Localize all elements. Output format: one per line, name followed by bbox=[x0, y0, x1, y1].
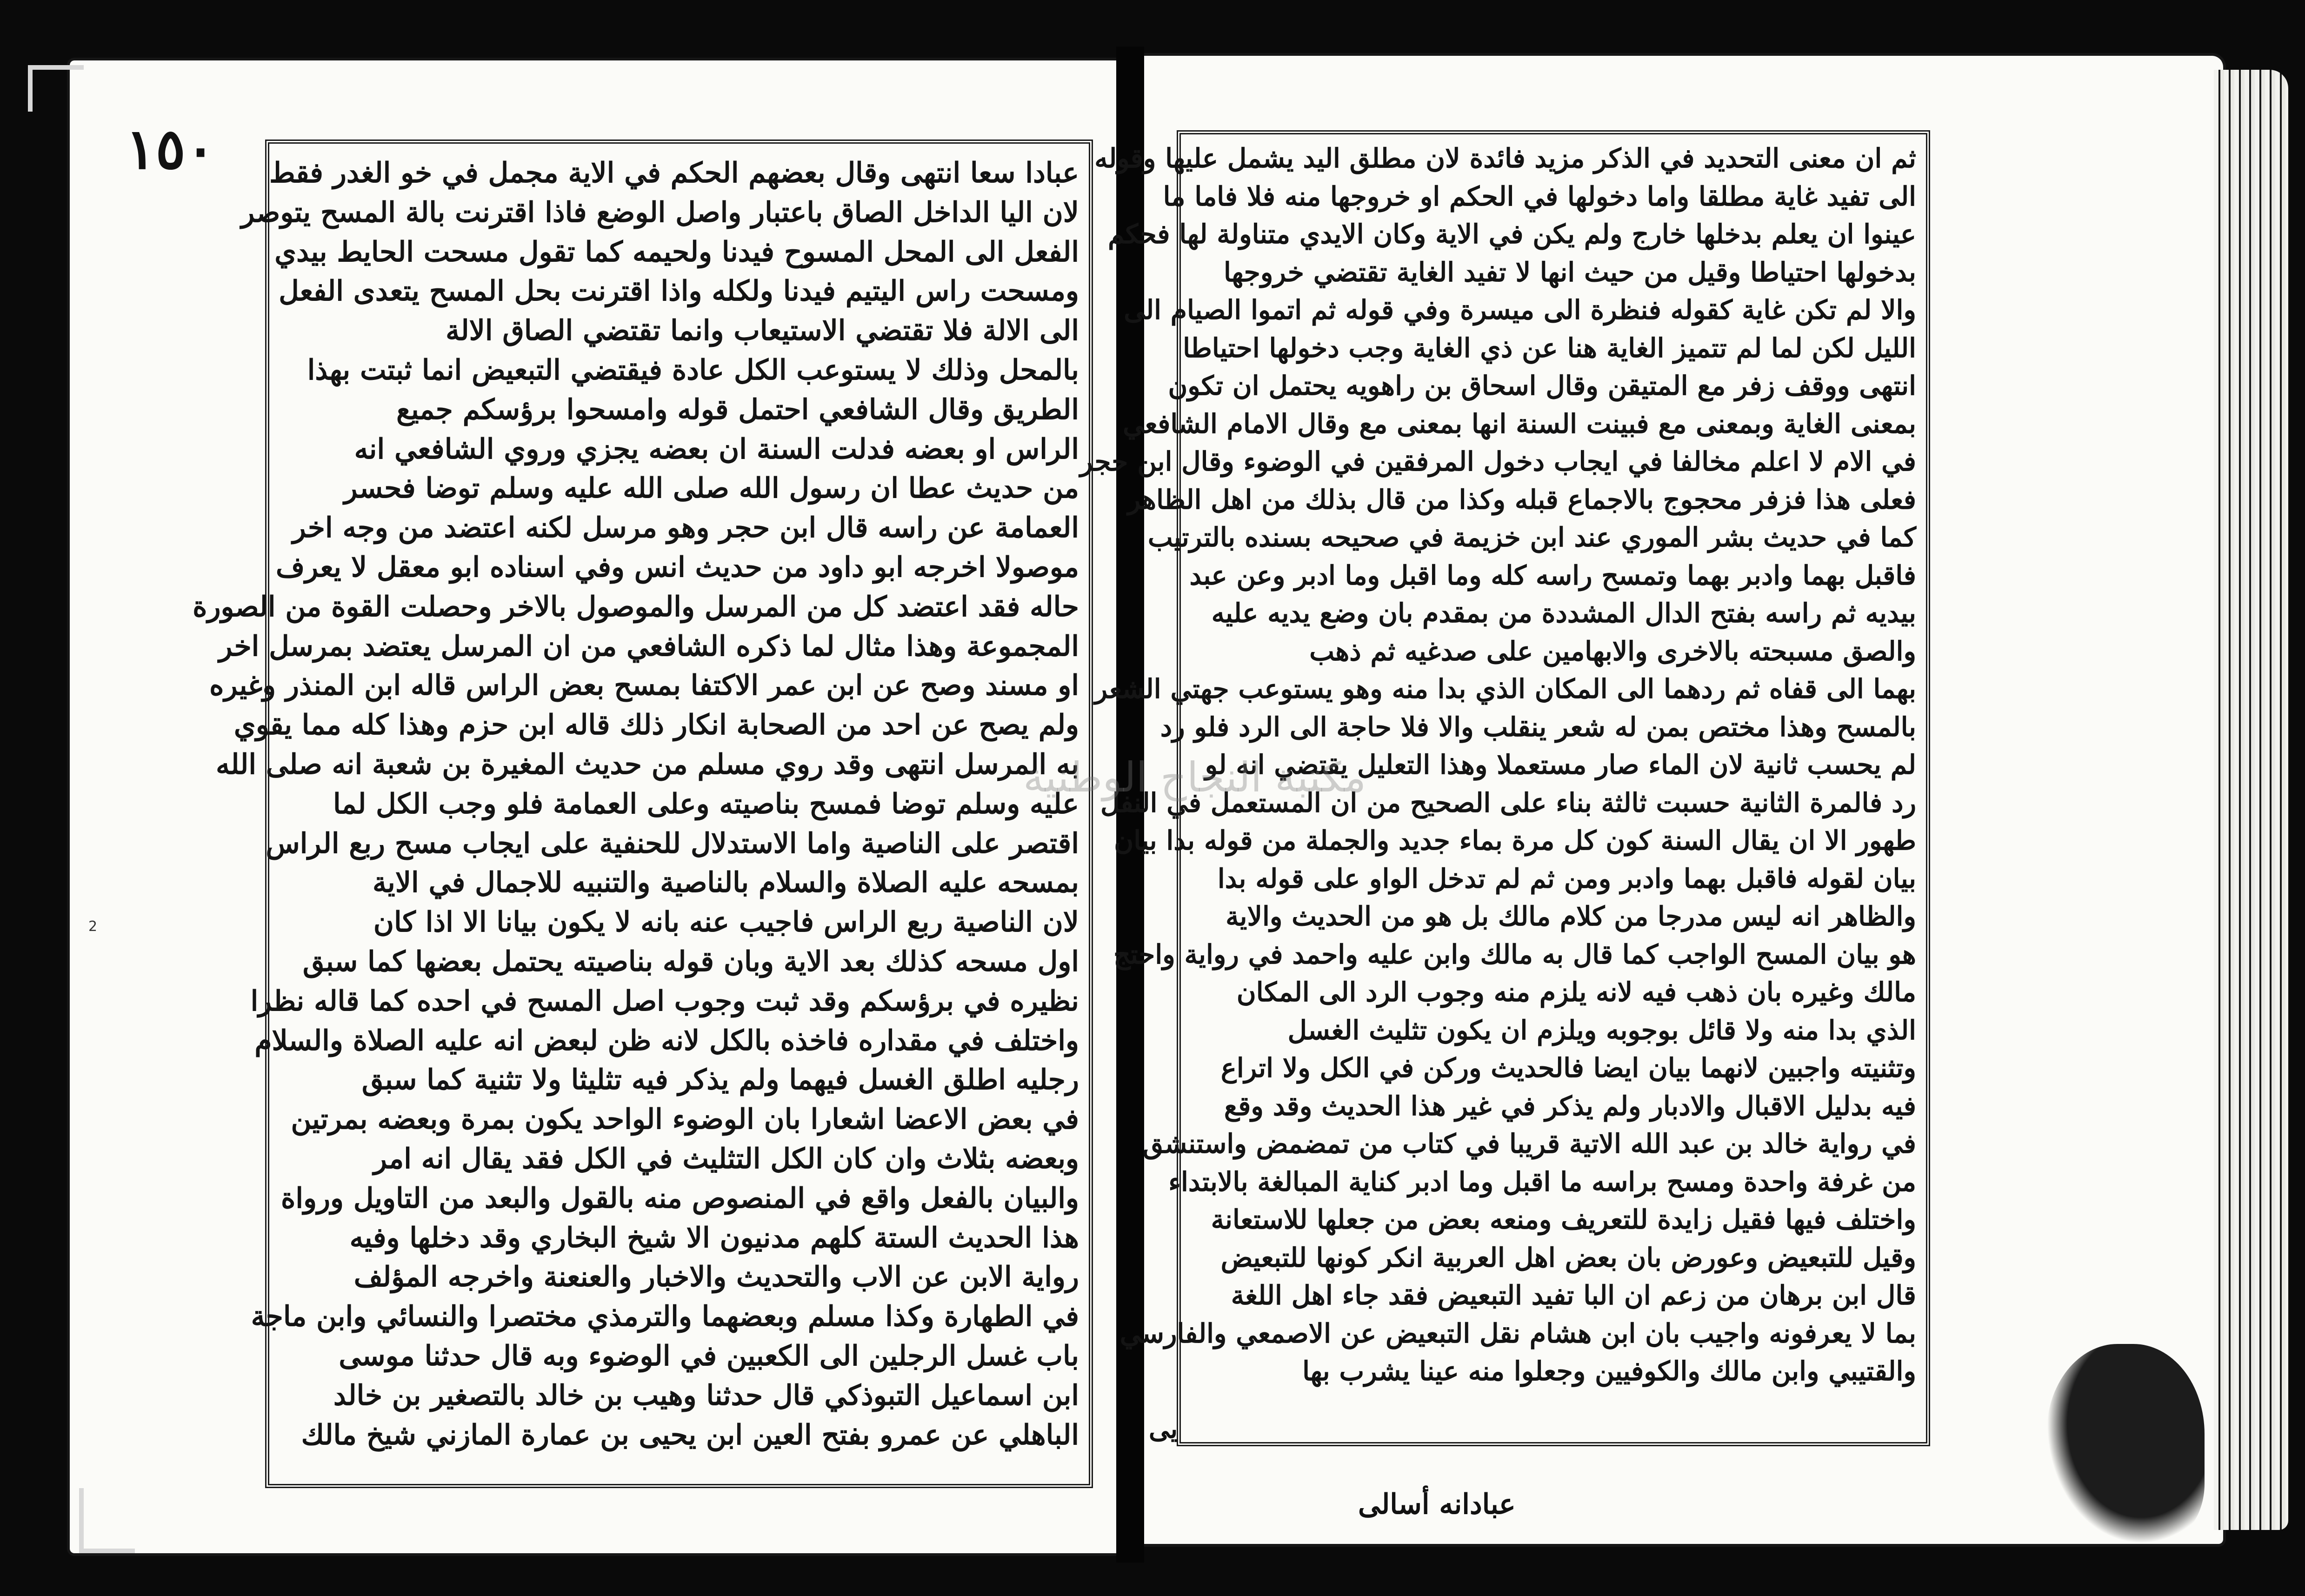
manuscript-line: موصولا اخرجه ابو داود من حديث انس وفي اسناده ابو معقل لا يعرف bbox=[276, 551, 1079, 584]
manuscript-line: رواية الابن عن الاب والتحديث والاخبار والعنعنة واخرجه المؤلف bbox=[353, 1261, 1079, 1294]
manuscript-line: بيان لقوله فاقبل بهما وادبر ومن ثم لم تدخل الواو على قوله بدا bbox=[1217, 863, 1916, 894]
manuscript-line: بالمسح وهذا مختص بمن له شعر ينقلب والا فلا حاجة الى الرد فلو رد bbox=[1160, 711, 1916, 743]
manuscript-line: عليه وسلم توضا فمسح بناصيته وعلى العمامة فلو وجب الكل لما bbox=[333, 787, 1079, 820]
manuscript-line: في بعض الاعضا اشعارا بان الوضوء الواحد يكون بمرة وبعضه بمرتين bbox=[291, 1103, 1079, 1136]
library-watermark: مكتبة النجاح الوطنية bbox=[1023, 753, 1366, 801]
manuscript-line: هذا الحديث الستة كلهم مدنيون الا شيخ البخاري وقد دخلها وفيه bbox=[349, 1221, 1079, 1254]
manuscript-line: لان اليا الداخل الصاق باعتبار واصل الوضع فاذا اقترنت بالة المسح يتوصر bbox=[241, 196, 1079, 229]
manuscript-line: ولم يصح عن احد من الصحابة انكار ذلك قاله ابن حزم وهذا كله مما يقوي bbox=[233, 709, 1079, 742]
left-page-text bbox=[193, 153, 1079, 1474]
manuscript-line: الليل لكن لما لم تتميز الغاية هنا عن ذي الغاية وجب دخولها احتياطا bbox=[1183, 332, 1916, 364]
manuscript-line: عبادا سعا انتهى وقال بعضهم الحكم في الاية مجمل في خو الغدر فقط bbox=[269, 157, 1079, 189]
manuscript-line: بمسحه عليه الصلاة والسلام بالناصية والتنبيه للاجمال في الاية bbox=[372, 866, 1079, 899]
manuscript-line: كما في حديث بشر الموري عند ابن خزيمة في صحيحه بسنده بالترتيب bbox=[1147, 522, 1916, 553]
manuscript-line: وتثنيته واجبين لانهما بيان ايضا فالحديث وركن في الكل ولا اتراع bbox=[1220, 1052, 1916, 1084]
manuscript-line: ومسحت راس اليتيم فيدنا ولكله واذا اقترنت بحل المسح يتعدى الفعل bbox=[279, 275, 1079, 308]
catchword: عبادانه أسالى bbox=[1358, 1488, 1516, 1521]
manuscript-line: بدخولها احتياطا وقيل من حيث انها لا تفيد الغاية تقتضي خروجها bbox=[1223, 256, 1916, 288]
manuscript-line: بمعنى الغاية وبمعنى مع فبينت السنة انها بمعنى مع وقال الامام الشافعي bbox=[1123, 408, 1916, 439]
manuscript-line: الطريق وقال الشافعي احتمل قوله وامسحوا برؤسكم جميع bbox=[396, 393, 1079, 426]
gutter-mark: 2 bbox=[88, 918, 98, 935]
manuscript-line: قال ابن برهان من زعم ان البا تفيد التبعيض فقد جاء اهل اللغة bbox=[1231, 1280, 1916, 1311]
thumb-shadow bbox=[2046, 1344, 2205, 1544]
manuscript-line: نظيره في برؤسكم وقد ثبت وجوب اصل المسح في احده كما قاله نظرا bbox=[250, 984, 1079, 1017]
manuscript-line: حاله فقد اعتضد كل من المرسل والموصول بالاخر وحصلت القوة من الصورة bbox=[193, 590, 1079, 623]
manuscript-line: ثم ان معنى التحديد في الذكر مزيد فائدة لان مطلق اليد يشمل عليها وقوله bbox=[1094, 143, 1916, 174]
manuscript-line: في رواية خالد بن عبد الله الاتية قريبا في كتاب من تمضمض واستنشق bbox=[1142, 1128, 1916, 1159]
manuscript-line: الباهلي عن عمرو بفتح العين ابن يحيى بن عمارة المازني شيخ مالك bbox=[301, 1418, 1079, 1451]
manuscript-line: بالمحل وذلك لا يستوعب الكل عادة فيقتضي التبعيض انما ثبتت بهذا bbox=[307, 353, 1079, 386]
manuscript-line: من غرفة واحدة ومسح براسه ما اقبل وما ادبر كناية المبالغة بالابتداء bbox=[1168, 1166, 1916, 1197]
manuscript-line: اقتصر على الناصية واما الاستدلال للحنفية على ايجاب مسح ربع الراس bbox=[266, 827, 1079, 860]
manuscript-line: او مسند وصح عن ابن عمر الاكتفا بمسح بعض الراس قاله ابن المنذر وغيره bbox=[209, 669, 1079, 702]
manuscript-line: لان الناصية ربع الراس فاجيب عنه بانه لا يكون بيانا الا اذا كان bbox=[373, 906, 1079, 939]
manuscript-line: ابن اسماعيل التبوذكي قال حدثنا وهيب بن خالد بالتصغير بن خالد bbox=[333, 1379, 1079, 1412]
manuscript-line: الفعل الى المحل المسوح فيدنا ولحيمه كما تقول مسحت الحايط بيدي bbox=[274, 235, 1079, 268]
manuscript-line: طهور الا ان يقال السنة كون كل مرة بماء جديد والجملة من قوله بدا بيان bbox=[1114, 825, 1916, 856]
manuscript-line: واختلف فيها فقيل زايدة للتعريف ومنعه بعض من جعلها للاستعانة bbox=[1211, 1204, 1916, 1235]
manuscript-line: والبيان بالفعل واقع في المنصوص منه بالقول والبعد من التاويل ورواة bbox=[280, 1182, 1079, 1215]
manuscript-line: وقيل للتبعيض وعورض بان بعض اهل العربية انكر كونها للتبعيض bbox=[1220, 1242, 1916, 1273]
manuscript-line: فيه بدليل الاقبال والادبار ولم يذكر في غير هذا الحديث وقد وقع bbox=[1224, 1090, 1916, 1122]
manuscript-line: الذي بدا منه ولا قائل بوجوبه ويلزم ان يكون تثليث الغسل bbox=[1287, 1014, 1916, 1046]
manuscript-line: فعلى هذا فزفر محجوج بالاجماع قبله وكذا من قال بذلك من اهل الظاهر bbox=[1127, 484, 1916, 515]
manuscript-line: المجموعة وهذا مثال لما ذكره الشافعي من ان المرسل يعتضد بمرسل اخر bbox=[219, 630, 1079, 663]
manuscript-line: بيديه ثم راسه بفتح الدال المشددة من بمقدم بان وضع يديه عليه bbox=[1211, 598, 1916, 629]
manuscript-line: الراس او بعضه فدلت السنة ان بعضه يجزي وروي الشافعي انه bbox=[354, 432, 1079, 466]
manuscript-line: اول مسحه كذلك بعد الاية وبان قوله بناصيته يحتمل بعضها كما سبق bbox=[302, 945, 1079, 978]
manuscript-line: والا لم تكن غاية كقوله فنظرة الى ميسرة وفي قوله ثم اتموا الصيام الى bbox=[1124, 294, 1916, 326]
manuscript-line: انتهى ووقف زفر مع المتيقن وقال اسحاق بن راهويه يحتمل ان تكون bbox=[1168, 370, 1916, 401]
page-edges bbox=[2214, 70, 2288, 1530]
manuscript-line: واختلف في مقداره فاخذه بالكل لانه ظن لبعض انه عليه الصلاة والسلام bbox=[254, 1024, 1079, 1057]
corner-mark-bottom-left bbox=[79, 1488, 135, 1553]
manuscript-line: باب غسل الرجلين الى الكعبين في الوضوء وبه قال حدثنا موسى bbox=[339, 1339, 1079, 1372]
manuscript-line: بما لا يعرفونه واجيب بان ابن هشام نقل التبعيض عن الاصمعي والفارسي bbox=[1119, 1317, 1916, 1349]
manuscript-line: رجليه اطلق الغسل فيهما ولم يذكر فيه تثليثا ولا تثنية كما سبق bbox=[361, 1064, 1079, 1097]
margin-note: يى bbox=[1149, 1414, 1178, 1444]
manuscript-line: العمامة عن راسه قال ابن حجر وهو مرسل لكنه اعتضد من وجه اخر bbox=[292, 512, 1079, 545]
corner-mark-top-left bbox=[28, 65, 84, 112]
manuscript-line: رد فالمرة الثانية حسبت ثالثة بناء على الصحيح من ان المستعمل في النفل bbox=[1100, 787, 1916, 818]
manuscript-line: لم يحسب ثانية لان الماء صار مستعملا وهذا التعليل يقتضي انه لو bbox=[1205, 749, 1916, 780]
manuscript-line: به المرسل انتهى وقد روي مسلم من حديث المغيرة بن شعبة انه صلى الله bbox=[216, 748, 1079, 781]
manuscript-line: والظاهر انه ليس مدرجا من كلام مالك بل هو من الحديث والاية bbox=[1226, 901, 1916, 932]
manuscript-line: مالك وغيره بان ذهب فيه لانه يلزم منه وجوب الرد الى المكان bbox=[1236, 977, 1916, 1008]
manuscript-line: في الام لا اعلم مخالفا في ايجاب دخول المرفقين في الوضوء وقال ابن حجر bbox=[1079, 446, 1916, 477]
manuscript-line: فاقبل بهما وادبر بهما وتمسح راسه كله وما اقبل وما ادبر وعن عبد bbox=[1189, 559, 1916, 591]
manuscript-line: هو بيان المسح الواجب كما قال به مالك وابن عليه واحمد في رواية واحتج bbox=[1113, 938, 1916, 970]
manuscript-line: والقتيبي وابن مالك والكوفيين وجعلوا منه عينا يشرب بها bbox=[1302, 1356, 1916, 1387]
manuscript-line: وبعضه بثلاث وان كان الكل التثليث في الكل فقد يقال انه امر bbox=[373, 1142, 1079, 1175]
manuscript-line: بهما الى قفاه ثم ردهما الى المكان الذي بدا منه وهو يستوعب جهتي الشعر bbox=[1094, 673, 1916, 705]
manuscript-line: الى الالة فلا تقتضي الاستيعاب وانما تقتضي الصاق الالة bbox=[446, 314, 1079, 347]
page-number: ١٥٠ bbox=[126, 116, 216, 182]
manuscript-line: من حديث عطا ان رسول الله صلى الله عليه وسلم توضا فحسر bbox=[344, 472, 1079, 505]
manuscript-line: والصق مسبحته بالاخرى والابهامين على صدغيه ثم ذهب bbox=[1309, 635, 1916, 667]
manuscript-line: في الطهارة وكذا مسلم وبعضهما والترمذي مختصرا والنسائي وابن ماجة bbox=[251, 1300, 1079, 1333]
manuscript-line: الى تفيد غاية مطلقا واما دخولها في الحكم او خروجها منه فلا فاما ما bbox=[1163, 180, 1916, 212]
manuscript-line: عينوا ان يعلم بدخلها خارج ولم يكن في الاية وكان الايدي متناولة لها فحكم bbox=[1108, 219, 1916, 250]
